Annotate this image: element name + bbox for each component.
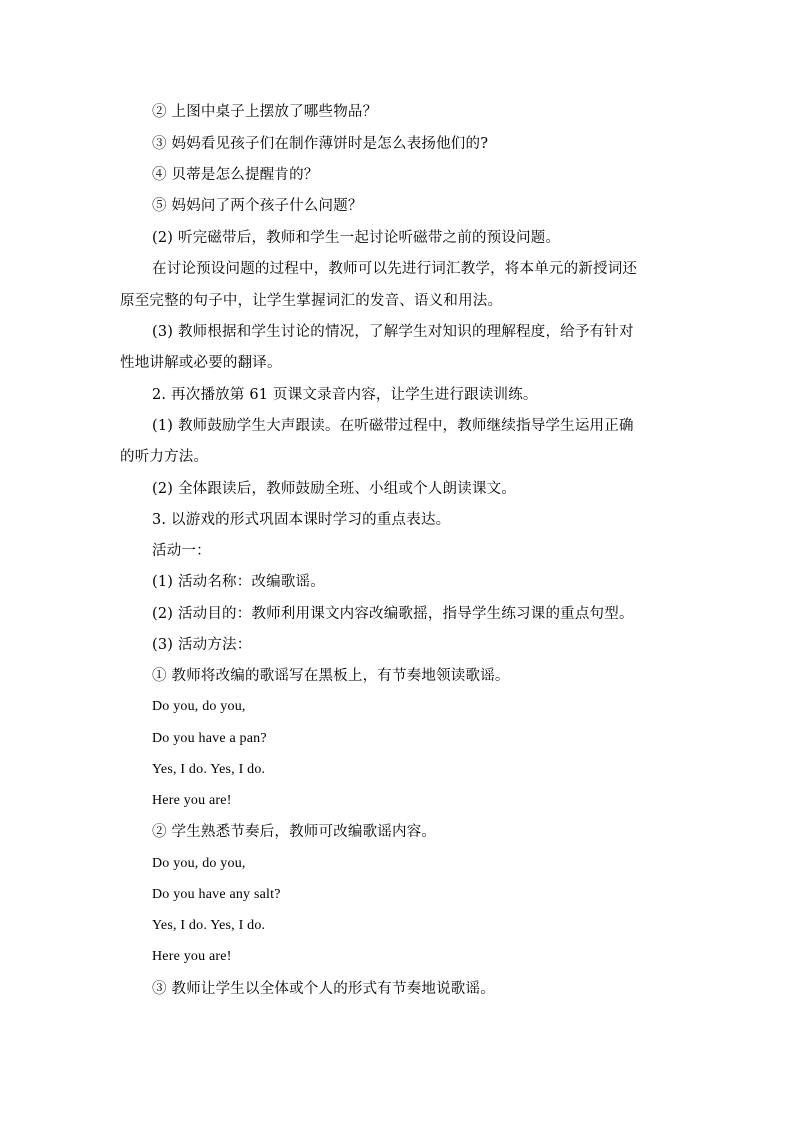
section-3-heading: 3. 以游戏的形式巩固本课时学习的重点表达。	[152, 512, 451, 528]
step-2-discussion: (2) 听完磁带后，教师和学生一起讨论听磁带之前的预设问题。	[152, 230, 561, 246]
chant-1-line-1: Do you, do you,	[152, 699, 246, 714]
method-step-3: ③ 教师让学生以全体或个人的形式有节奏地说歌谣。	[152, 981, 495, 997]
step-3-explain-2: 性地讲解或必要的翻译。	[120, 355, 282, 371]
question-2: ② 上图中桌子上摆放了哪些物品？	[152, 104, 378, 120]
read-along-2: 的听力方法。	[120, 449, 209, 465]
activity-one-heading: 活动一：	[152, 543, 211, 559]
chant-2-line-4: Here you are!	[152, 949, 232, 964]
read-along-1: (1) 教师鼓励学生大声跟读。在听磁带过程中，教师继续指导学生运用正确	[152, 418, 634, 434]
chant-2-line-2: Do you have any salt?	[152, 887, 281, 902]
chant-2-line-3: Yes, I do. Yes, I do.	[152, 918, 266, 933]
chant-1-line-3: Yes, I do. Yes, I do.	[152, 762, 266, 777]
question-4: ④ 贝蒂是怎么提醒肯的？	[152, 167, 319, 183]
question-3: ③ 妈妈看见孩子们在制作薄饼时是怎么表扬他们的?	[152, 136, 489, 152]
method-step-2: ② 学生熟悉节奏后，教师可改编歌谣内容。	[152, 824, 437, 840]
activity-purpose: (2) 活动目的：教师利用课文内容改编歌摇，指导学生练习课的重点句型。	[152, 606, 634, 622]
read-along-class: (2) 全体跟读后，教师鼓励全班、小组或个人朗读课文。	[152, 481, 517, 497]
method-step-1: ① 教师将改编的歌谣写在黑板上，有节奏地领读歌谣。	[152, 668, 510, 684]
activity-name: (1) 活动名称：改编歌谣。	[152, 574, 325, 590]
chant-2-line-1: Do you, do you,	[152, 856, 246, 871]
paragraph-vocabulary-1: 在讨论预设问题的过程中，教师可以先进行词汇教学，将本单元的新授词还	[152, 261, 638, 277]
question-5: ⑤ 妈妈问了两个孩子什么问题？	[152, 198, 363, 214]
step-3-explain-1: (3) 教师根据和学生讨论的情况，了解学生对知识的理解程度，给予有针对	[152, 324, 634, 340]
activity-method: (3) 活动方法：	[152, 637, 252, 653]
chant-1-line-2: Do you have a pan?	[152, 731, 267, 746]
section-2-heading: 2. 再次播放第 61 页课文录音内容，让学生进行跟读训练。	[152, 387, 538, 403]
chant-1-line-4: Here you are!	[152, 793, 232, 808]
paragraph-vocabulary-2: 原至完整的句子中，让学生掌握词汇的发音、语义和用法。	[120, 293, 503, 309]
